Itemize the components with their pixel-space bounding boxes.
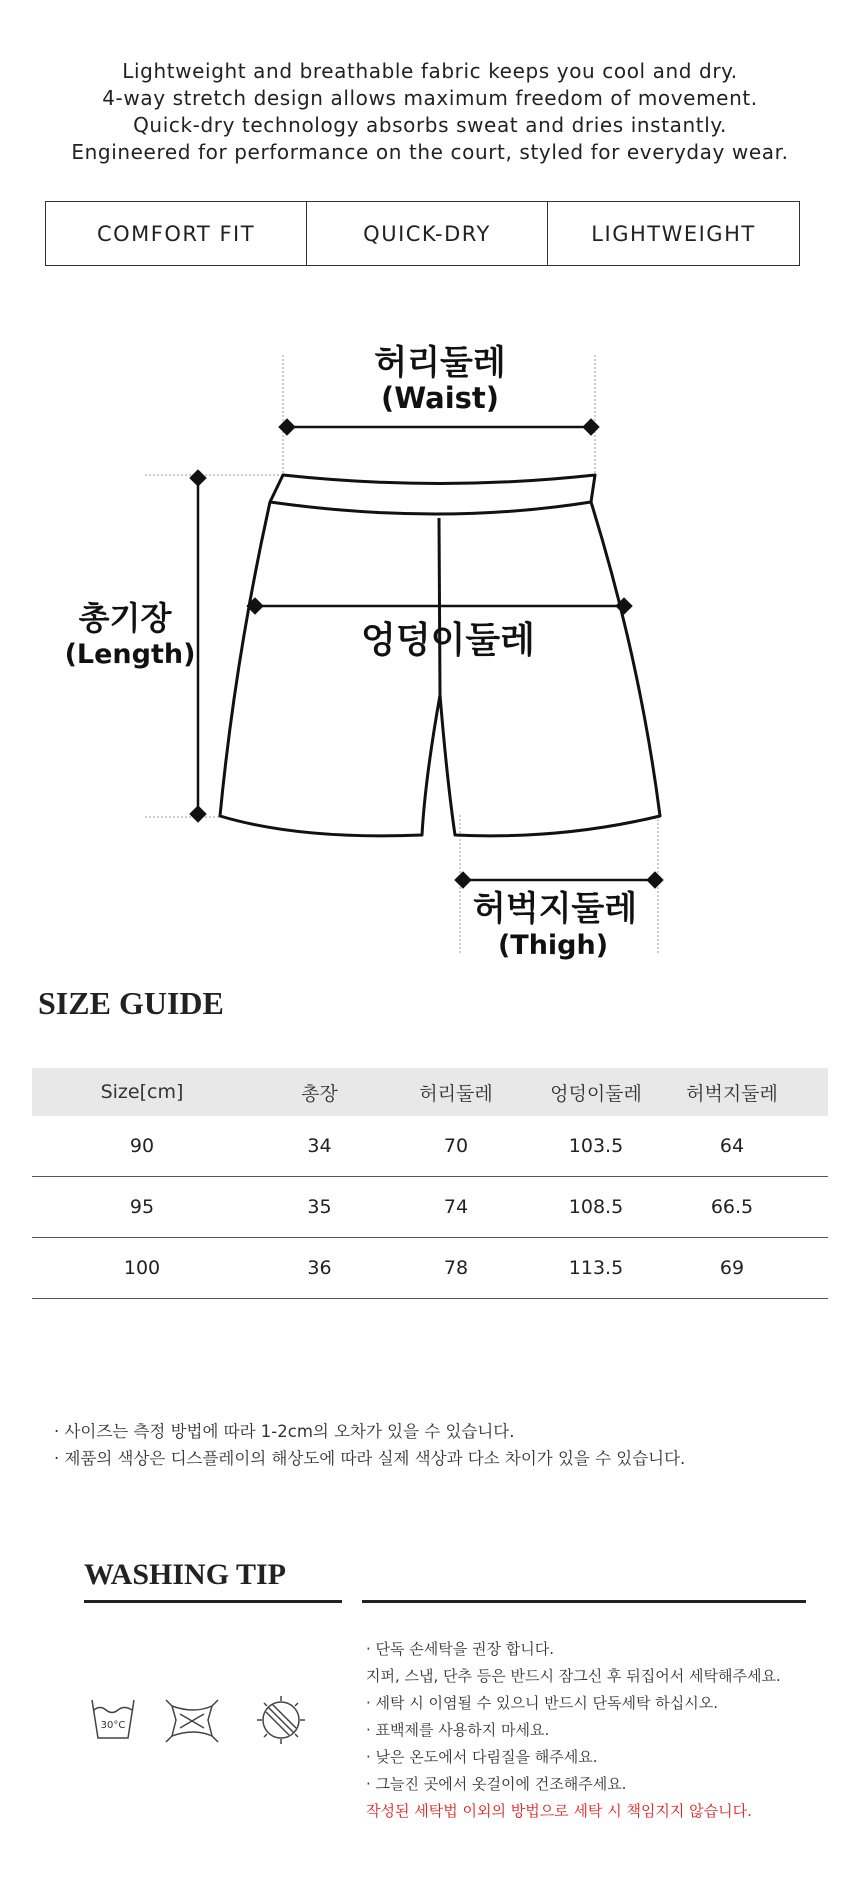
length-label-en: (Length) — [64, 639, 196, 670]
table-cell: 69 — [719, 1257, 745, 1279]
feature-comfort-fit: COMFORT FIT — [46, 202, 307, 265]
intro-line: 4-way stretch design allows maximum freedom of movement. — [102, 86, 758, 110]
intro-line: Lightweight and breathable fabric keeps you cool and dry. — [122, 59, 738, 83]
size-table — [32, 1068, 828, 1299]
intro-text — [0, 58, 860, 166]
table-cell: 90 — [129, 1135, 155, 1157]
waist-label-en: (Waist) — [380, 381, 500, 415]
header-cell: 엉덩이둘레 — [550, 1082, 642, 1105]
feature-lightweight: LIGHTWEIGHT — [591, 221, 756, 246]
header-cell: Size[cm] — [100, 1081, 184, 1103]
length-label-ko: 총기장 — [78, 599, 172, 637]
thigh-label-ko: 허벅지둘레 — [472, 889, 638, 929]
intro-line: Quick-dry technology absorbs sweat and dries instantly. — [133, 113, 727, 137]
table-cell: 34 — [307, 1135, 332, 1157]
temp-label: 30°C — [100, 1720, 126, 1731]
note-item: · 제품의 색상은 디스플레이의 해상도에 따라 실제 색상과 다소 차이가 있을 수 있습니다. — [54, 1449, 686, 1468]
shorts-measurement-diagram — [0, 330, 860, 970]
thigh-label-en: (Thigh) — [497, 930, 609, 961]
washing-icons — [86, 1692, 336, 1762]
table-cell: 113.5 — [568, 1257, 624, 1279]
feature-bar — [45, 201, 800, 266]
table-row — [32, 1116, 828, 1177]
table-cell: 78 — [443, 1257, 469, 1279]
table-cell: 74 — [443, 1196, 469, 1218]
header-cell: 허리둘레 — [419, 1082, 493, 1105]
hip-label-ko: 엉덩이둘레 — [361, 620, 535, 661]
no-wring-icon — [166, 1700, 218, 1742]
wash-tip-item: · 표백제를 사용하지 마세요. — [366, 1721, 550, 1739]
wash-tip-item: · 그늘진 곳에서 옷걸이에 건조해주세요. — [366, 1775, 627, 1793]
table-cell: 35 — [307, 1196, 332, 1218]
table-header-row — [32, 1068, 828, 1116]
size-notes — [54, 1418, 685, 1472]
hand-wash-30-icon — [92, 1700, 134, 1738]
size-guide-title: SIZE GUIDE — [38, 985, 224, 1021]
wash-tip-item: 지퍼, 스냅, 단추 등은 반드시 잠그신 후 뒤집어서 세탁해주세요. — [366, 1667, 781, 1685]
table-cell: 108.5 — [568, 1196, 624, 1218]
feature-quick-dry: QUICK-DRY — [307, 202, 548, 265]
table-cell: 103.5 — [568, 1135, 624, 1157]
table-cell: 100 — [123, 1257, 161, 1279]
table-cell: 64 — [719, 1135, 745, 1157]
table-cell: 70 — [443, 1135, 469, 1157]
wash-tip-item: · 낮은 온도에서 다림질을 해주세요. — [366, 1748, 598, 1766]
table-cell: 36 — [307, 1257, 332, 1279]
wash-tip-item: · 세탁 시 이염될 수 있으니 반드시 단독세탁 하십시오. — [366, 1694, 718, 1712]
note-item: · 사이즈는 측정 방법에 따라 1-2cm의 오차가 있을 수 있습니다. — [54, 1422, 515, 1441]
title-underline — [362, 1600, 806, 1603]
waist-label-ko: 허리둘레 — [374, 343, 506, 383]
header-cell: 총장 — [301, 1082, 338, 1105]
washing-tips-list — [366, 1636, 781, 1825]
no-tumble-dry-icon — [257, 1696, 305, 1744]
header-cell: 허벅지둘레 — [686, 1082, 778, 1105]
wash-warning: 작성된 세탁법 이외의 방법으로 세탁 시 책임지지 않습니다. — [366, 1802, 752, 1820]
table-row — [32, 1177, 828, 1238]
washing-tip-title: WASHING TIP — [84, 1558, 287, 1591]
table-cell: 66.5 — [710, 1196, 754, 1218]
title-underline — [84, 1600, 342, 1603]
table-row — [32, 1238, 828, 1299]
intro-line: Engineered for performance on the court, styled for everyday wear. — [71, 140, 789, 164]
wash-tip-item: · 단독 손세탁을 권장 합니다. — [366, 1640, 554, 1658]
table-cell: 95 — [129, 1196, 155, 1218]
